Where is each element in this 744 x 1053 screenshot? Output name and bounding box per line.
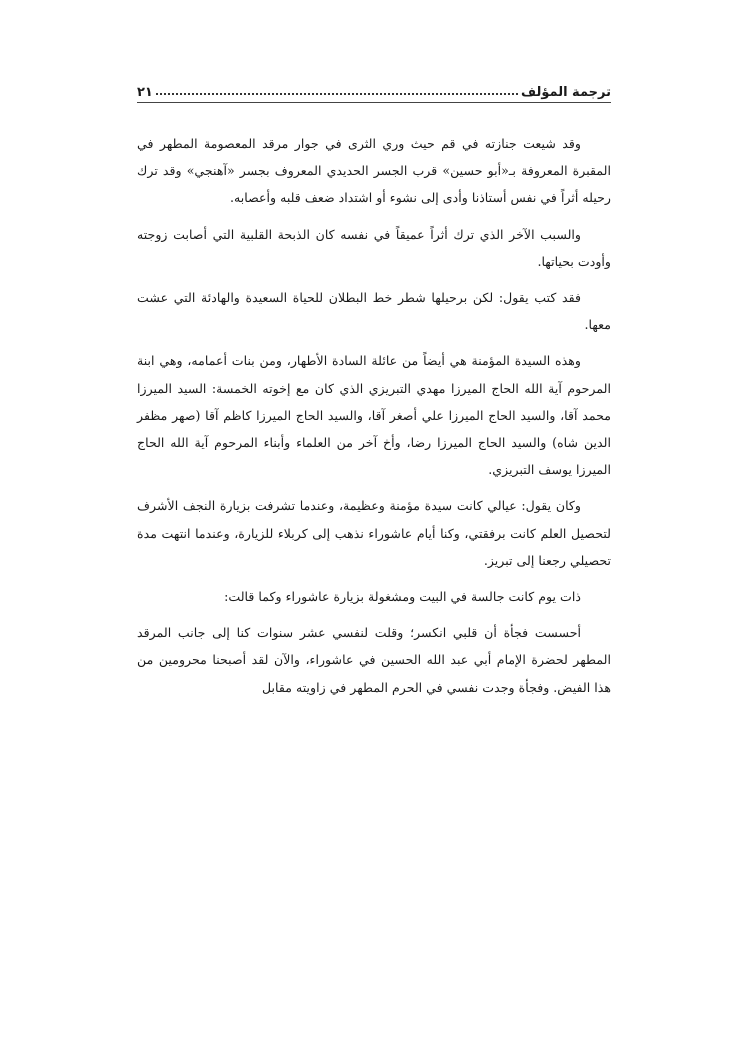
header-rule xyxy=(137,102,611,103)
page-number: ٢١ xyxy=(137,85,153,100)
paragraph: فقد كتب يقول: لكن برحيلها شطر خط البطلان للحياة السعيدة والهادئة التي عشت معها. xyxy=(137,290,611,333)
header-dot-leader xyxy=(156,93,518,95)
paragraph: وكان يقول: عيالي كانت سيدة مؤمنة وعظيمة، وعندما تشرفت بزيارة النجف الأشرف لتحصيل العلم كانت برفقتي، وكنا أيام عاشوراء نذهب إلى كربلاء للزيارة، وعندما انتهت مدة تحصيلي رجعنا إلى تبريز. xyxy=(137,498,611,568)
paragraph: وهذه السيدة المؤمنة هي أيضاً من عائلة السادة الأطهار، ومن بنات أعمامه، وهي ابنة المرحوم آية الله الحاج الميرزا مهدي التبريزي الذي كان مع إخوته الخمسة: السيد الميرزا محمد آقا، والسيد الحاج الميرزا علي أصغر آقا، والسيد الحاج الميرزا كاظم آقا (صهر مظفر الدين شاه) والسيد الحاج الميرزا رضا، وأخ آخر من العلماء وأبناء المرحوم آية الله الحاج الميرزا يوسف التبريزي. xyxy=(137,353,611,478)
paragraph: ذات يوم كانت جالسة في البيت ومشغولة بزيارة عاشوراء وكما قالت: xyxy=(224,589,581,605)
body-text xyxy=(137,130,611,710)
paragraph: أحسست فجأة أن قلبي انكسر؛ وقلت لنفسي عشر سنوات كنا إلى جانب المرقد المطهر لحضرة الإمام أبي عبد الله الحسين في عاشوراء، والآن لقد أصبحنا محرومين من هذا الفيض. وفجأة وجدت نفسي في الحرم المطهر في زاويته مقابل xyxy=(137,625,611,695)
header-title: ترجمة المؤلف xyxy=(520,85,611,100)
running-header xyxy=(137,78,611,100)
paragraph: والسبب الآخر الذي ترك أثراً عميقاً في نفسه كان الذبحة القلبية التي أصابت زوجته وأودت بحياتها. xyxy=(137,226,611,269)
paragraph: وقد شيعت جنازته في قم حيث وري الثرى في جوار مرقد المعصومة المطهر في المقبرة المعروفة بـ«أبو حسين» قرب الجسر الحديدي المعروف بجسر «آهنجي» وقد ترك رحيله أثراً في نفس أستاذنا وأدى إلى نشوء أو اشتداد ضعف قلبه وأعصابه. xyxy=(137,136,611,206)
